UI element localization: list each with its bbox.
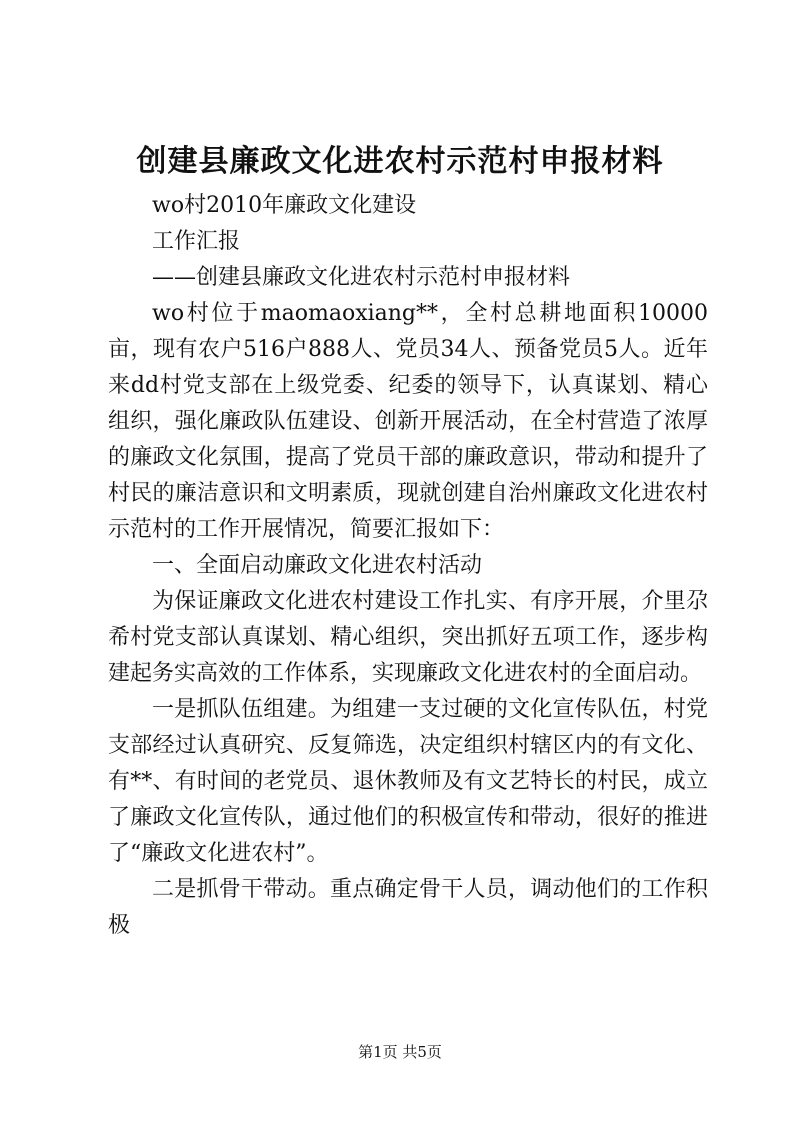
body-paragraph-backbone: 二是抓骨干带动。重点确定骨干人员，调动他们的工作积极	[108, 877, 708, 938]
subtitle-line-1: wo村2010年廉政文化建设	[152, 193, 417, 218]
subtitle-line-2: 工作汇报	[152, 229, 241, 254]
section-heading-1: 一、全面启动廉政文化进农村活动	[152, 553, 483, 578]
body-paragraph-section-intro: 为保证廉政文化进农村建设工作扎实、有序开展，介里尕希村党支部认真谋划、精心组织，突出抓好五项工作，逐步构建起务实高效的工作体系，实现廉政文化进农村的全面启动。	[108, 589, 708, 686]
page-number-footer: 第1页 共5页	[358, 1043, 442, 1061]
body-paragraph-team-building: 一是抓队伍组建。为组建一支过硬的文化宣传队伍，村党支部经过认真研究、反复筛选，决定组织村辖区内的有文化、有**、有时间的老党员、退休教师及有文艺特长的村民，成立了廉政文化宣传队，通过他们的积极宣传和带动，很好的推进了“廉政文化进农村”。	[108, 697, 708, 866]
subtitle-line-3: ——创建县廉政文化进农村示范村申报材料	[152, 265, 571, 290]
document-body	[108, 188, 708, 944]
body-paragraph-intro: wo村位于maomaoxiang**，全村总耕地面积10000亩，现有农户516户888人、党员34人、预备党员5人。近年来dd村党支部在上级党委、纪委的领导下，认真谋划、精心组织，强化廉政队伍建设、创新开展活动，在全村营造了浓厚的廉政文化氛围，提高了党员干部的廉政意识，带动和提升了村民的廉洁意识和文明素质，现就创建自治州廉政文化进农村示范村的工作开展情况，简要汇报如下：	[108, 301, 708, 542]
document-title: 创建县廉政文化进农村示范村申报材料	[136, 144, 664, 179]
